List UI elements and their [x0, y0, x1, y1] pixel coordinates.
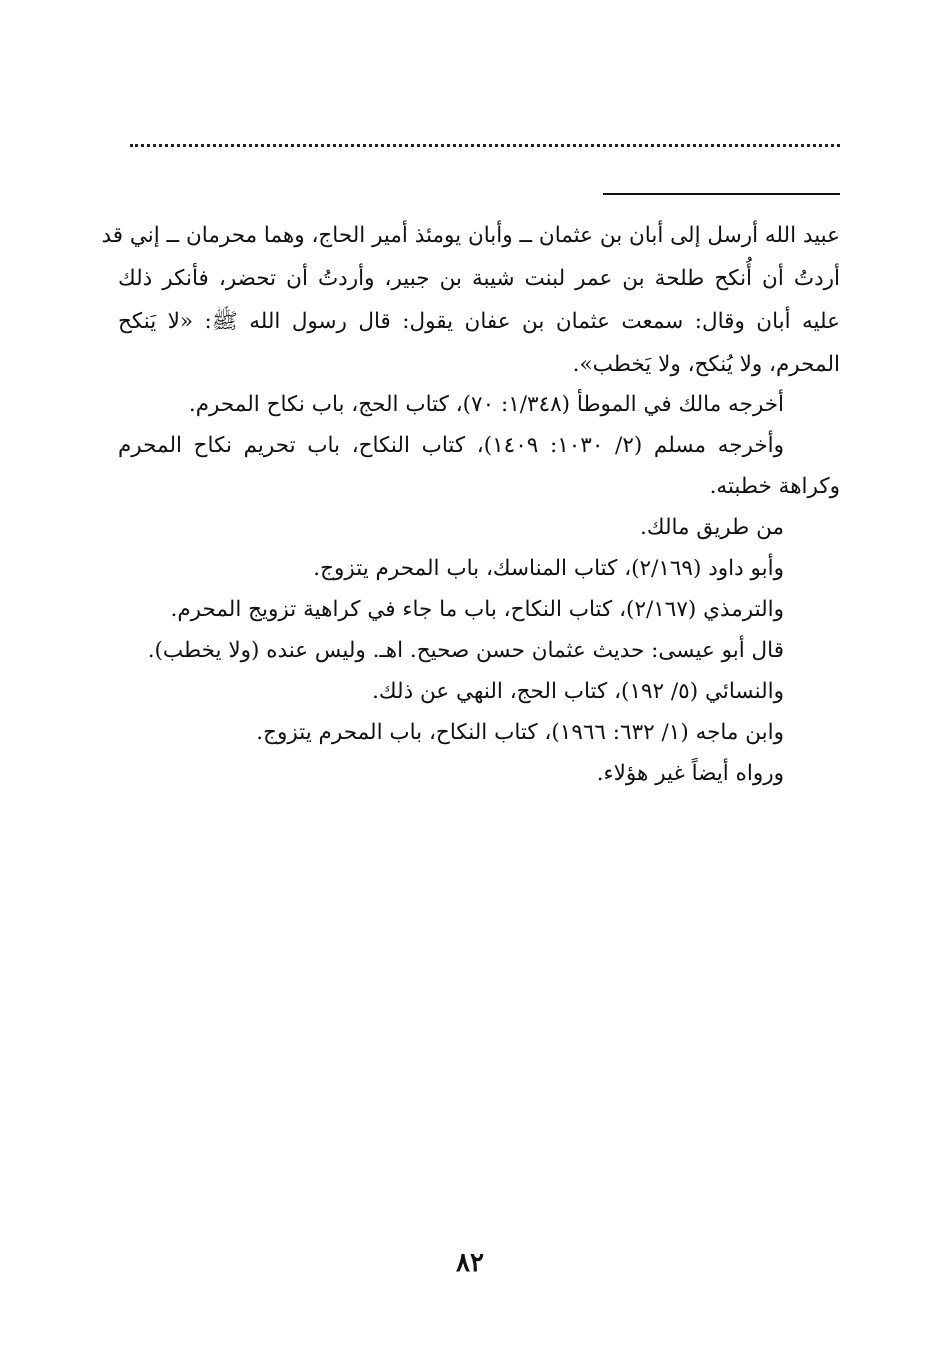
takhrij-sources: [118, 384, 840, 794]
source-line: والنسائي (٥/ ١٩٢)، كتاب الحج، النهي عن ذلك.: [372, 679, 784, 704]
dotted-separator: [130, 144, 840, 147]
source-line: والترمذي (٢/١٦٧)، كتاب النكاح، باب ما جاء في كراهية تزويج المحرم.: [170, 597, 784, 622]
source-line: ورواه أيضاً غير هؤلاء.: [596, 761, 784, 786]
source-line: وأخرجه مسلم (٢/ ١٠٣٠: ١٤٠٩)، كتاب النكاح، باب تحريم نكاح المحرم: [118, 433, 785, 458]
hadith-line: عبيد الله أرسل إلى أبان بن عثمان ــ وأبان يومئذ أمير الحاج، وهما محرمان ــ إني قد: [101, 223, 840, 248]
hadith-text: [101, 214, 840, 386]
hadith-line: عليه أبان وقال: سمعت عثمان بن عفان يقول: قال رسول الله ﷺ: «لا يَنكح: [118, 309, 840, 334]
page-number: ٨٢: [456, 1248, 484, 1278]
source-line: قال أبو عيسى: حديث عثمان حسن صحيح. اهـ. وليس عنده (ولا يخطب).: [147, 638, 784, 663]
source-line: وكراهة خطبته.: [709, 474, 840, 499]
source-line: من طريق مالك.: [639, 515, 784, 540]
source-line: أخرجه مالك في الموطأ (١/٣٤٨: ٧٠)، كتاب الحج، باب نكاح المحرم.: [188, 392, 784, 417]
hadith-line: أردتُ أن أُنكح طلحة بن عمر لبنت شيبة بن جبير، وأردتُ أن تحضر، فأنكر ذلك: [118, 266, 840, 291]
source-line: وأبو داود (٢/١٦٩)، كتاب المناسك، باب المحرم يتزوج.: [313, 556, 784, 581]
hadith-line: المحرم، ولا يُنكح، ولا يَخطب».: [572, 352, 840, 377]
source-line: وابن ماجه (١/ ٦٣٢: ١٩٦٦)، كتاب النكاح، باب المحرم يتزوج.: [256, 720, 784, 745]
footnote-rule: [603, 193, 840, 195]
